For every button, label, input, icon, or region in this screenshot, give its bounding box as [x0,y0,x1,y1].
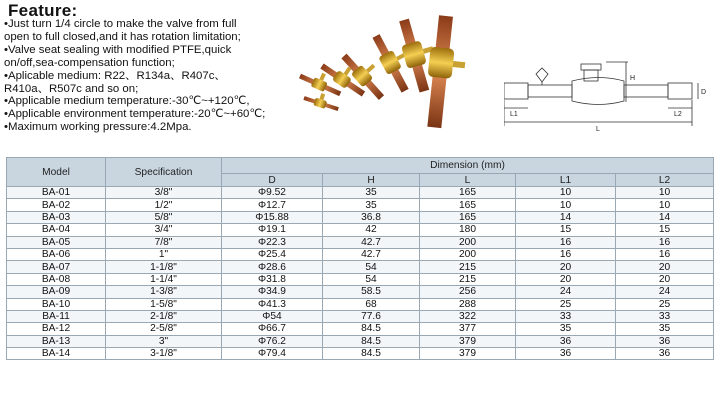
d-cell: Φ76.2 [222,335,323,347]
spec-cell: 1-1/4" [106,273,222,285]
spec-cell: 2-1/8" [106,310,222,322]
model-cell: BA-03 [7,211,106,223]
l-cell: 215 [420,261,516,273]
l1-cell: 10 [516,187,616,199]
spec-cell: 1/2" [106,199,222,211]
model-cell: BA-04 [7,224,106,236]
l1-cell: 33 [516,310,616,322]
spec-cell: 1-3/8" [106,286,222,298]
table-row [7,199,714,211]
l1-cell: 14 [516,211,616,223]
l-cell: 200 [420,248,516,260]
d-cell: Φ9.52 [222,187,323,199]
spec-cell: 1" [106,248,222,260]
h-cell: 42.7 [323,248,420,260]
l2-cell: 16 [616,248,714,260]
table-row [7,273,714,285]
diagram-label-l2: L2 [674,111,682,118]
spec-cell: 1-1/8" [106,261,222,273]
valve-7 [422,15,470,130]
l1-cell: 20 [516,261,616,273]
model-cell: BA-10 [7,298,106,310]
feature-line: on/off,sea-compensation function; [4,56,175,69]
header-l1: L1 [516,174,616,187]
l-cell: 165 [420,211,516,223]
h-cell: 36.8 [323,211,420,223]
table-row [7,187,714,199]
table-row [7,286,714,298]
model-cell: BA-12 [7,323,106,335]
model-cell: BA-14 [7,348,106,360]
feature-line: open to full closed,and it has rotation limitation; [4,30,241,43]
h-cell: 84.5 [323,348,420,360]
h-cell: 84.5 [323,323,420,335]
spec-cell: 3/8" [106,187,222,199]
l-cell: 288 [420,298,516,310]
spec-cell: 1-5/8" [106,298,222,310]
l1-cell: 36 [516,335,616,347]
l2-cell: 14 [616,211,714,223]
l1-cell: 16 [516,248,616,260]
table-row [7,261,714,273]
spec-cell: 3/4" [106,224,222,236]
d-cell: Φ31.8 [222,273,323,285]
feature-list [4,18,304,134]
dimension-table [6,157,714,360]
header-h: H [323,174,420,187]
l2-cell: 36 [616,335,714,347]
h-cell: 35 [323,199,420,211]
l2-cell: 25 [616,298,714,310]
model-cell: BA-02 [7,199,106,211]
d-cell: Φ19.1 [222,224,323,236]
table-row [7,348,714,360]
model-cell: BA-07 [7,261,106,273]
table-row [7,248,714,260]
l1-cell: 15 [516,224,616,236]
d-cell: Φ28.6 [222,261,323,273]
feature-line: •Aplicable medium: R22、R134a、R407c、 [4,69,226,82]
feature-line: •Just turn 1/4 circle to make the valve from full [4,18,237,30]
feature-line: R410a、R507c and so on; [4,82,139,95]
l2-cell: 20 [616,261,714,273]
diagram-label-l1: L1 [510,111,518,118]
l1-cell: 20 [516,273,616,285]
model-cell: BA-09 [7,286,106,298]
diagram-label-h: H [630,75,636,82]
l1-cell: 24 [516,286,616,298]
l-cell: 165 [420,187,516,199]
table-body [7,187,714,360]
table-row [7,211,714,223]
spec-cell: 3-1/8" [106,348,222,360]
d-cell: Φ12.7 [222,199,323,211]
feature-line: •Applicable environment temperature:-20℃~+60℃; [4,108,266,121]
spec-cell: 2-5/8" [106,323,222,335]
model-cell: BA-13 [7,335,106,347]
h-cell: 42 [323,224,420,236]
l2-cell: 15 [616,224,714,236]
diagram-label-l: L [596,126,600,133]
h-cell: 77.6 [323,310,420,322]
spec-cell: 3" [106,335,222,347]
header-model: Model [7,158,106,187]
model-cell: BA-06 [7,248,106,260]
d-cell: Φ15.88 [222,211,323,223]
l1-cell: 10 [516,199,616,211]
l2-cell: 24 [616,286,714,298]
d-cell: Φ34.9 [222,286,323,298]
l-cell: 379 [420,335,516,347]
l2-cell: 10 [616,199,714,211]
header-specification: Specification [106,158,222,187]
table-row [7,310,714,322]
header-l2: L2 [616,174,714,187]
table-row [7,236,714,248]
d-cell: Φ25.4 [222,248,323,260]
h-cell: 58.5 [323,286,420,298]
d-cell: Φ79.4 [222,348,323,360]
table-row [7,224,714,236]
h-cell: 68 [323,298,420,310]
l2-cell: 33 [616,310,714,322]
l-cell: 322 [420,310,516,322]
model-cell: BA-08 [7,273,106,285]
h-cell: 84.5 [323,335,420,347]
l-cell: 200 [420,236,516,248]
h-cell: 54 [323,261,420,273]
table-row [7,323,714,335]
l-cell: 377 [420,323,516,335]
table-row [7,335,714,347]
l-cell: 180 [420,224,516,236]
h-cell: 35 [323,187,420,199]
d-cell: Φ66.7 [222,323,323,335]
header-d: D [222,174,323,187]
h-cell: 54 [323,273,420,285]
feature-line: •Valve seat sealing with modified PTFE,quick [4,43,232,56]
diagram-label-d: D [701,89,707,96]
feature-title: Feature: [8,1,78,20]
l2-cell: 36 [616,348,714,360]
l1-cell: 16 [516,236,616,248]
l1-cell: 35 [516,323,616,335]
model-cell: BA-01 [7,187,106,199]
l-cell: 215 [420,273,516,285]
h-cell: 42.7 [323,236,420,248]
model-cell: BA-05 [7,236,106,248]
feature-line: •Applicable medium temperature:-30℃~+120℃, [4,95,250,108]
l2-cell: 16 [616,236,714,248]
l-cell: 256 [420,286,516,298]
d-cell: Φ41.3 [222,298,323,310]
model-cell: BA-11 [7,310,106,322]
l1-cell: 25 [516,298,616,310]
dimension-diagram [504,56,714,134]
l2-cell: 20 [616,273,714,285]
feature-line: •Maximum working pressure:4.2Mpa. [4,121,192,134]
l1-cell: 36 [516,348,616,360]
l2-cell: 35 [616,323,714,335]
d-cell: Φ54 [222,310,323,322]
l-cell: 165 [420,199,516,211]
d-cell: Φ22.3 [222,236,323,248]
header-dimension-group: Dimension (mm) [222,158,714,174]
l-cell: 379 [420,348,516,360]
header-l: L [420,174,516,187]
spec-cell: 5/8" [106,211,222,223]
product-photo [296,8,508,142]
spec-cell: 7/8" [106,236,222,248]
l2-cell: 10 [616,187,714,199]
table-row [7,298,714,310]
